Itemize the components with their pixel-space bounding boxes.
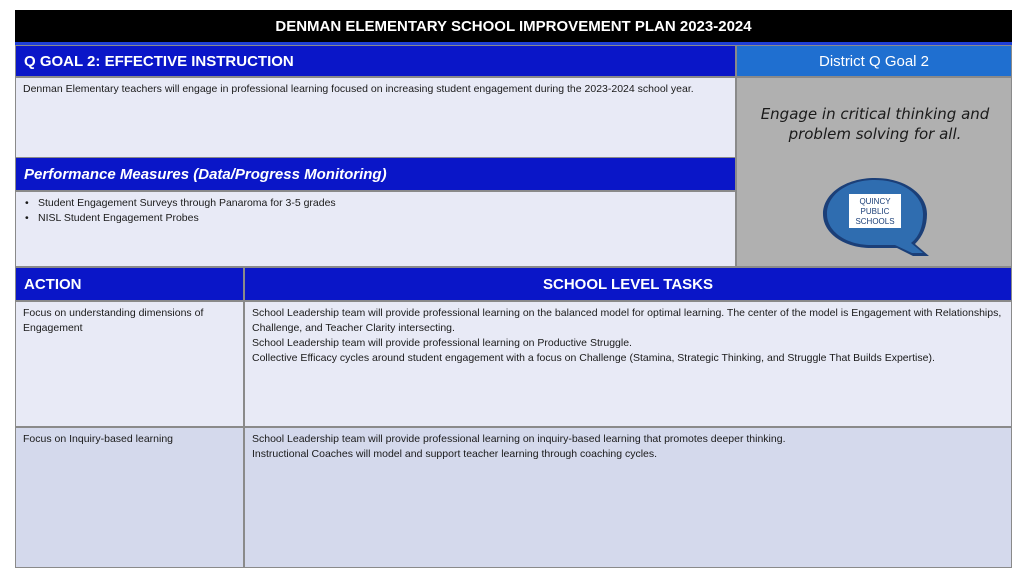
list-item: • NISL Student Engagement Probes bbox=[23, 211, 728, 226]
district-goal-panel bbox=[736, 77, 1012, 267]
district-goal-quote: Engage in critical thinking and problem solving for all. bbox=[760, 105, 990, 143]
performance-measures-list bbox=[15, 191, 736, 267]
table-row-action: Focus on understanding dimensions of Engagement bbox=[15, 301, 244, 427]
svg-text:PUBLIC: PUBLIC bbox=[860, 207, 890, 216]
table-row-tasks: School Leadership team will provide professional learning on inquiry-based learning that promotes deeper thinking. Instructional Coaches will model and support teacher learning through coaching cycles. bbox=[244, 427, 1012, 568]
list-item: • Student Engagement Surveys through Panaroma for 3-5 grades bbox=[23, 196, 728, 211]
tasks-column-header: SCHOOL LEVEL TASKS bbox=[244, 267, 1012, 301]
table-row-tasks: School Leadership team will provide professional learning on the balanced model for optimal learning. The center of the model is Engagement with Relationships, Challenge, and Teacher Clarity intersecting. School Leadership team will provide professional learning on Productive Struggle. Collective Efficacy cycles around student engagement with a focus on Challenge (Stamina, Strategic Thinking, and Struggle That Builds Expertise). bbox=[244, 301, 1012, 427]
goal-description: Denman Elementary teachers will engage in professional learning focused on increasing student engagement during the 2023-2024 school year. bbox=[15, 77, 736, 159]
svg-text:QUINCY: QUINCY bbox=[859, 197, 891, 206]
page-title: DENMAN ELEMENTARY SCHOOL IMPROVEMENT PLAN 2023-2024 bbox=[15, 10, 1012, 42]
performance-measures-heading: Performance Measures (Data/Progress Monitoring) bbox=[15, 157, 736, 191]
district-goal-label: District Q Goal 2 bbox=[736, 45, 1012, 77]
action-column-header: ACTION bbox=[15, 267, 244, 301]
quincy-public-schools-logo-icon bbox=[819, 174, 931, 258]
table-row-action: Focus on Inquiry-based learning bbox=[15, 427, 244, 568]
svg-text:SCHOOLS: SCHOOLS bbox=[855, 217, 895, 226]
goal-heading: Q GOAL 2: EFFECTIVE INSTRUCTION bbox=[15, 45, 736, 77]
